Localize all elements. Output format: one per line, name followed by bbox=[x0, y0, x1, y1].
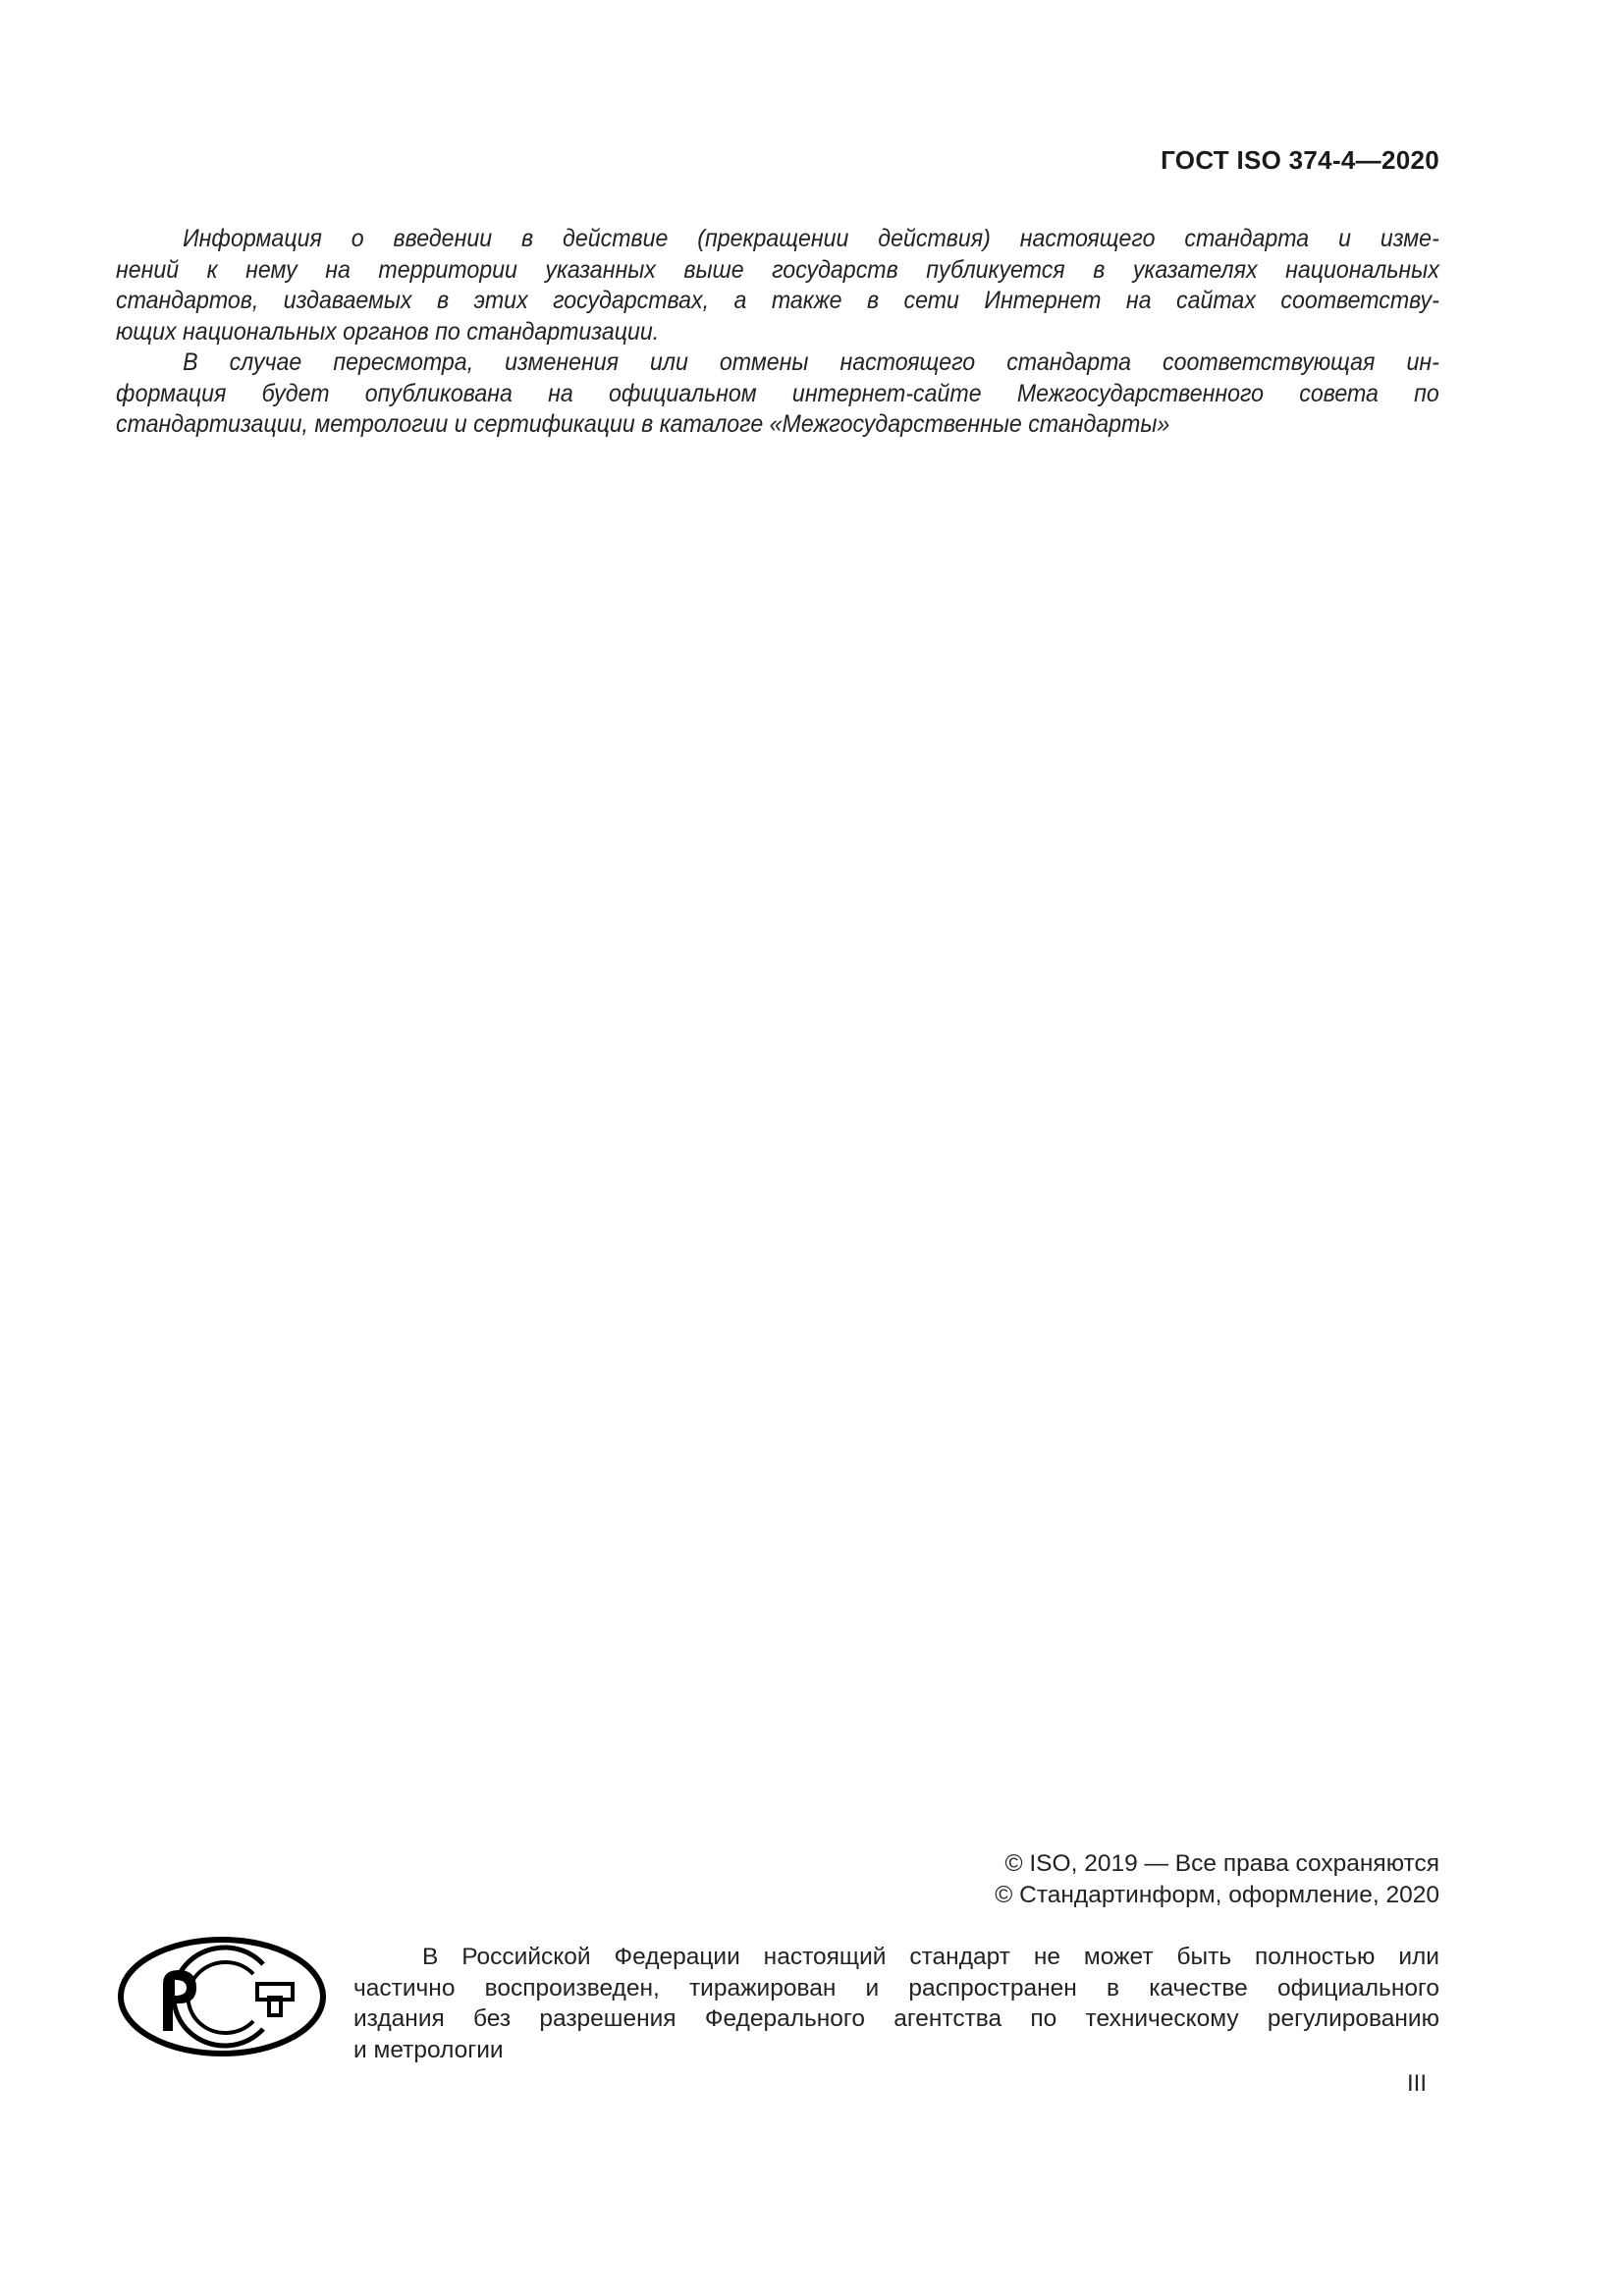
reproduction-notice bbox=[353, 1942, 1439, 2065]
text-line: стандартизации, метрологии и сертификации в каталоге «Межгосударственные стандарты» bbox=[116, 410, 1170, 438]
text-line: стандартов, издаваемых в этих государствах, а также в сети Интернет на сайтах соответству- bbox=[116, 287, 1439, 314]
text-line: и метрологии bbox=[353, 2036, 504, 2063]
publication-info-block bbox=[116, 224, 1439, 441]
text-line: формация будет опубликована на официальном интернет-сайте Межгосударственного совета по bbox=[116, 379, 1439, 407]
copyright-standartinform: © Стандартинформ, оформление, 2020 bbox=[995, 1881, 1439, 1908]
text-line: издания без разрешения Федерального агентства по техническому регулированию bbox=[353, 2005, 1439, 2032]
text-line: Информация о введении в действие (прекращении действия) настоящего стандарта и изме- bbox=[183, 225, 1439, 252]
info-paragraph-2 bbox=[116, 347, 1439, 441]
document-header-id: ГОСТ ISO 374-4—2020 bbox=[1161, 145, 1439, 175]
info-paragraph-1 bbox=[116, 224, 1439, 347]
text-line: ющих национальных органов по стандартизации. bbox=[116, 317, 660, 346]
copyright-block bbox=[995, 1848, 1439, 1910]
text-line: нений к нему на территории указанных выше государств публикуется в указателях национальных bbox=[116, 255, 1439, 284]
page-number: III bbox=[1406, 2070, 1427, 2097]
text-line: В случае пересмотра, изменения или отмены настоящего стандарта соответствующая ин- bbox=[183, 348, 1439, 376]
text-line: частично воспроизведен, тиражирован и распространен в качестве официального bbox=[353, 1974, 1439, 2002]
text-line: В Российской Федерации настоящий стандарт не может быть полностью или bbox=[422, 1944, 1439, 1970]
rst-certification-mark-icon bbox=[116, 1935, 328, 2058]
copyright-iso: © ISO, 2019 — Все права сохраняются bbox=[1004, 1850, 1439, 1877]
